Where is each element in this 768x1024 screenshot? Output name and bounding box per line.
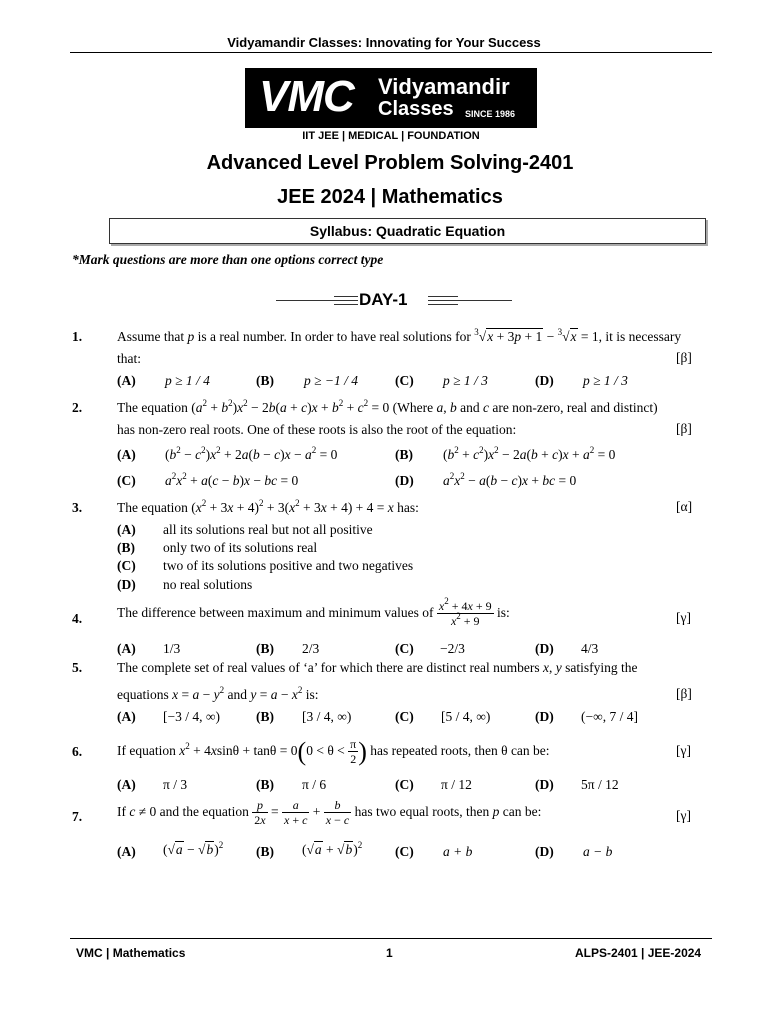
q2-number: 2.	[72, 400, 83, 415]
q3-option-a: all its solutions real but not all positive	[163, 522, 373, 537]
q4-fraction: $\frac{x^2 + 4x + 9}{x^2 + 9}$	[438, 596, 492, 629]
syllabus-box: Syllabus: Quadratic Equation	[109, 218, 706, 244]
logo-since: SINCE 1986	[465, 109, 516, 119]
q4-option-a: 1/3	[163, 641, 181, 656]
q1-stem: Assume that p is a real number. In order to have real solutions for $^3$√x + 3p + 1 − $^3$√x = 1, it is necessary	[117, 327, 682, 344]
q1-option-b: p ≥ −1 / 4	[304, 373, 359, 388]
q7-option-c: a + b	[443, 844, 473, 859]
q3-option-d-label: (D)	[117, 577, 136, 592]
day-rule-left-4	[334, 304, 358, 305]
q2-stem: The equation $(a^2 + b^2)x^2 - 2b(a + c)x + b^2 + c^2 = 0$ (Where a, b and c are non-zero, real and distinct)	[117, 398, 658, 415]
q2-option-a-label: (A)	[117, 447, 136, 462]
q5-option-d: (−∞, 7 / 4]	[581, 709, 638, 724]
q7-type-tag: [γ]	[676, 808, 691, 823]
q1-option-a-label: (A)	[117, 373, 136, 388]
q1-option-d-label: (D)	[535, 373, 554, 388]
q3-number: 3.	[72, 500, 83, 515]
q4-stem: The difference between maximum and minimum values of $\frac{x^2 + 4x + 9}{x^2 + 9}$ is:	[117, 596, 510, 629]
q3-option-a-label: (A)	[117, 522, 136, 537]
q7-option-a-label: (A)	[117, 844, 136, 859]
day-rule-right-3	[428, 304, 458, 305]
q5-option-a: [−3 / 4, ∞)	[163, 709, 220, 724]
q6-type-tag: [γ]	[676, 743, 691, 758]
document-subtitle: JEE 2024 | Mathematics	[277, 186, 503, 208]
instruction-note: *Mark questions are more than one options correct type	[72, 252, 384, 267]
q7-option-a: $(√a - √b)^2$	[163, 840, 224, 857]
logo-tagline: IIT JEE | MEDICAL | FOUNDATION	[302, 130, 480, 142]
q1-var-p: p	[187, 329, 195, 344]
q6-equation: $x^2 + 4xsin\theta + \tan\theta = 0(0 < \theta$ < $\frac{\pi}{2}$ )	[179, 737, 367, 767]
document-title: Advanced Level Problem Solving-2401	[206, 152, 574, 174]
q3-option-c: two of its solutions positive and two negatives	[163, 558, 414, 573]
q1-option-d: p ≥ 1 / 3	[583, 373, 628, 388]
q1-option-c: p ≥ 1 / 3	[443, 373, 488, 388]
footer-rule	[70, 938, 712, 939]
q2-option-d: $a^2x^2 - a(b - c)x$ + bc = 0	[443, 471, 577, 488]
q3-option-c-label: (C)	[117, 558, 136, 573]
q5-stem-line2: equations $x = a - y^2$ and $y = a - x^2$ is:	[117, 685, 319, 702]
q2-option-b: $(b^2 + c^2)x^2 - 2a(b + c)x + a^2 = 0$	[443, 445, 616, 462]
q2-equation: $(a^2 + b^2)x^2 - 2b(a + c)x + b^2 + c^2 = 0$	[191, 398, 390, 415]
q7-equation: $\frac{p}{2x}$ = $\frac{a}{x + c}$ + $\frac{b}{x - c}$	[254, 798, 350, 828]
q4-option-c: −2/3	[440, 641, 465, 656]
q5-option-a-label: (A)	[117, 709, 136, 724]
q6-option-b: π / 6	[302, 777, 327, 792]
q4-option-b: 2/3	[302, 641, 320, 656]
q2-option-b-label: (B)	[395, 447, 413, 462]
q4-option-a-label: (A)	[117, 641, 136, 656]
q6-option-a: π / 3	[163, 777, 188, 792]
q2-option-a: $(b^2 - c^2)x^2 + 2a(b - c)x - a^2 = 0$	[165, 445, 338, 462]
q2-option-c-label: (C)	[117, 473, 136, 488]
vmc-logo	[245, 68, 537, 128]
q6-option-c: π / 12	[441, 777, 472, 792]
day-rule-left-1	[276, 300, 334, 301]
logo-mark: VMC	[259, 72, 354, 121]
q6-option-c-label: (C)	[395, 777, 414, 792]
q1-radical-eq: $^3$√x + 3p + 1 − $^3$√x = 1	[474, 327, 599, 344]
q1-number: 1.	[72, 329, 83, 344]
q7-option-b: $(√a + √b)^2$	[302, 840, 363, 857]
q5-option-c: [5 / 4, ∞)	[441, 709, 491, 724]
q3-option-d: no real solutions	[163, 577, 253, 592]
q3-option-b-label: (B)	[117, 540, 135, 555]
logo-name-line1: Vidyamandir	[378, 74, 510, 99]
q4-option-b-label: (B)	[256, 641, 274, 656]
q6-option-a-label: (A)	[117, 777, 136, 792]
day-rule-left-2	[334, 296, 358, 297]
page-number: 1	[386, 946, 393, 960]
q7-option-c-label: (C)	[395, 844, 414, 859]
q7-option-b-label: (B)	[256, 844, 274, 859]
day-rule-right-4	[458, 300, 512, 301]
q5-type-tag: [β]	[676, 686, 692, 701]
q3-type-tag: [α]	[676, 499, 693, 514]
q6-number: 6.	[72, 744, 83, 759]
footer-left: VMC | Mathematics	[76, 946, 186, 960]
running-header: Vidyamandir Classes: Innovating for Your Success	[227, 35, 541, 50]
q7-option-d-label: (D)	[535, 844, 554, 859]
footer-right: ALPS-2401 | JEE-2024	[575, 946, 702, 960]
q4-option-d-label: (D)	[535, 641, 554, 656]
q6-option-b-label: (B)	[256, 777, 274, 792]
q5-number: 5.	[72, 660, 83, 675]
day-rule-right-1	[428, 296, 458, 297]
day-rule-left-3	[334, 300, 358, 301]
q5-option-c-label: (C)	[395, 709, 414, 724]
q5-option-b: [3 / 4, ∞)	[302, 709, 352, 724]
q5-option-b-label: (B)	[256, 709, 274, 724]
logo-name-line2: Classes	[378, 98, 454, 120]
q2-stem-line2: has non-zero real roots. One of these roots is also the root of the equation:	[117, 422, 517, 437]
q1-stem-line2: that:	[117, 351, 141, 366]
q3-stem: The equation $(x^2 + 3x + 4)^2 + 3(x^2 + 3x + 4) + 4 = x$ has:	[117, 498, 419, 515]
q6-option-d: 5π / 12	[581, 777, 619, 792]
q2-type-tag: [β]	[676, 421, 692, 436]
q7-number: 7.	[72, 809, 83, 824]
q4-number: 4.	[72, 611, 83, 626]
q1-type-tag: [β]	[676, 350, 692, 365]
day-label: DAY-1	[359, 290, 408, 309]
day-rule-right-2	[428, 300, 458, 301]
q7-stem: If c ≠ 0 and the equation $\frac{p}{2x}$ = $\frac{a}{x + c}$ + $\frac{b}{x - c}$ has two equal roots, then p can be:	[117, 798, 542, 828]
q6-stem: If equation $x^2 + 4xsin\theta + \tan\theta = 0(0 < \theta$ < $\frac{\pi}{2}$ ) has repeated roots, then θ can be:	[117, 737, 550, 767]
q5-option-d-label: (D)	[535, 709, 554, 724]
header-rule	[70, 52, 712, 53]
q1-option-c-label: (C)	[395, 373, 414, 388]
day-heading	[270, 290, 520, 312]
q4-option-d: 4/3	[581, 641, 599, 656]
q7-option-d: a − b	[583, 844, 613, 859]
q2-option-c: $a^2x^2 + a(c - b)x$ − bc = 0	[165, 471, 299, 488]
q1-option-b-label: (B)	[256, 373, 274, 388]
q4-option-c-label: (C)	[395, 641, 414, 656]
q1-option-a: p ≥ 1 / 4	[165, 373, 210, 388]
q5-stem: The complete set of real values of ‘a’ for which there are distinct real numbers x, y satisfying the	[117, 660, 638, 675]
q4-type-tag: [γ]	[676, 610, 691, 625]
q3-option-b: only two of its solutions real	[163, 540, 318, 555]
q2-option-d-label: (D)	[395, 473, 414, 488]
q6-option-d-label: (D)	[535, 777, 554, 792]
q3-equation: $(x^2 + 3x + 4)^2 + 3(x^2 + 3x + 4) + 4 = x$	[191, 498, 394, 515]
